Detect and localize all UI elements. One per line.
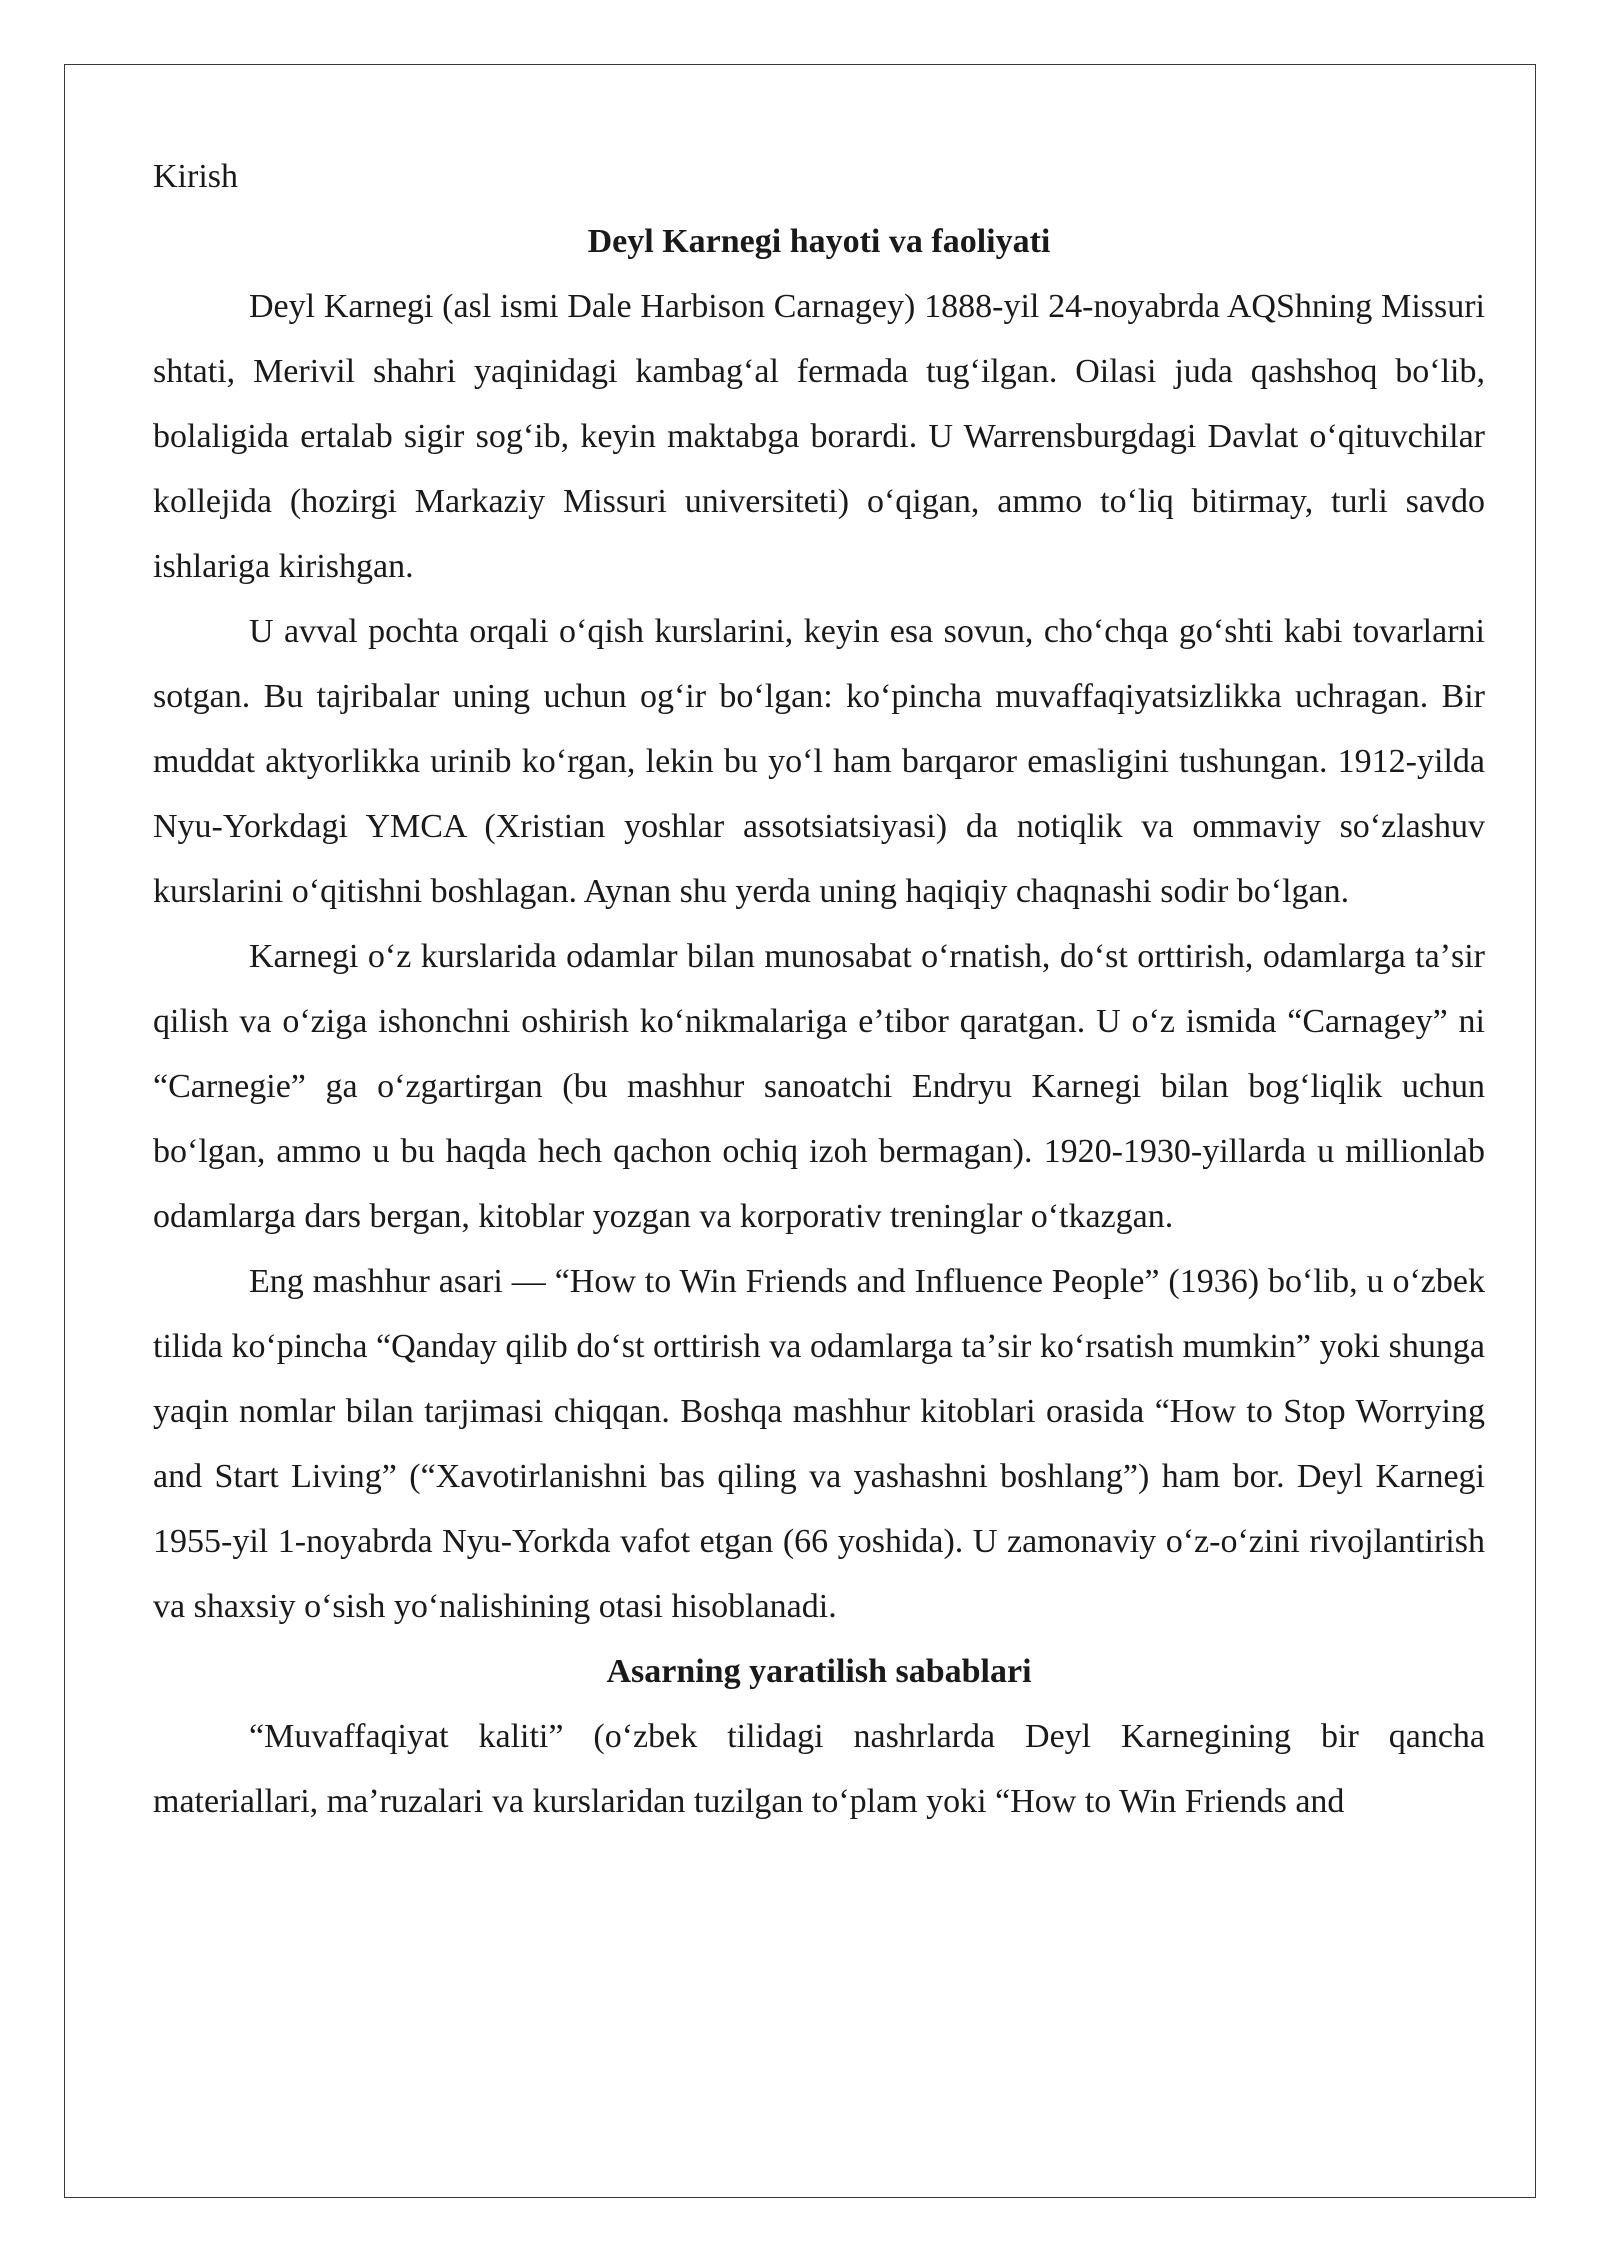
section-heading-reasons: Asarning yaratilish sabablari <box>606 1653 1032 1690</box>
section-heading-biography: Deyl Karnegi hayoti va faoliyati <box>587 223 1051 260</box>
document-body <box>153 144 1485 1834</box>
paragraph: “Muvaffaqiyat kaliti” (oʻzbek tilidagi nashrlarda Deyl Karnegining bir qancha materiallari, maʼruzalari va kurslaridan tuzilgan toʻplam yoki “How to Win Friends and <box>153 1718 1485 1820</box>
paragraph: Eng mashhur asari — “How to Win Friends and Influence People” (1936) boʻlib, u oʻzbek tilida koʻpincha “Qanday qilib doʻst orttirish va odamlarga taʼsir koʻrsatish mumkin” yoki shunga yaqin nomlar bilan tarjimasi chiqqan. Boshqa mashhur kitoblari orasida “How to Stop Worrying and Start Living” (“Xavotirlanishni bas qiling va yashashni boshlang”) ham bor. Deyl Karnegi 1955-yil 1-noyabrda Nyu-Yorkda vafot etgan (66 yoshida). U zamonaviy oʻz-oʻzini rivojlantirish va shaxsiy oʻsish yoʻnalishining otasi hisoblanadi. <box>153 1263 1485 1625</box>
paragraph: Deyl Karnegi (asl ismi Dale Harbison Carnagey) 1888-yil 24-noyabrda AQShning Missuri shtati, Merivil shahri yaqinidagi kambagʻal fermada tugʻilgan. Oilasi juda qashshoq boʻlib, bolaligida ertalab sigir sogʻib, keyin maktabga borardi. U Warrensburgdagi Davlat oʻqituvchilar kollejida (hozirgi Markaziy Missuri universiteti) oʻqigan, ammo toʻliq bitirmay, turli savdo ishlariga kirishgan. <box>153 288 1485 585</box>
paragraph: Karnegi oʻz kurslarida odamlar bilan munosabat oʻrnatish, doʻst orttirish, odamlarga taʼsir qilish va oʻziga ishonchni oshirish koʻnikmalariga eʼtibor qaratgan. U oʻz ismida “Carnagey” ni “Carnegie” ga oʻzgartirgan (bu mashhur sanoatchi Endryu Karnegi bilan bogʻliqlik uchun boʻlgan, ammo u bu haqda hech qachon ochiq izoh bermagan). 1920-1930-yillarda u millionlab odamlarga dars bergan, kitoblar yozgan va korporativ treninglar oʻtkazgan. <box>153 938 1485 1235</box>
paragraph: U avval pochta orqali oʻqish kurslarini, keyin esa sovun, choʻchqa goʻshti kabi tovarlarni sotgan. Bu tajribalar uning uchun ogʻir boʻlgan: koʻpincha muvaffaqiyatsizlikka uchragan. Bir muddat aktyorlikka urinib koʻrgan, lekin bu yoʻl ham barqaror emasligini tushungan. 1912-yilda Nyu-Yorkdagi YMCA (Xristian yoshlar assotsiatsiyasi) da notiqlik va ommaviy soʻzlashuv kurslarini oʻqitishni boshlagan. Aynan shu yerda uning haqiqiy chaqnashi sodir boʻlgan. <box>153 613 1485 910</box>
intro-label: Kirish <box>153 158 238 195</box>
